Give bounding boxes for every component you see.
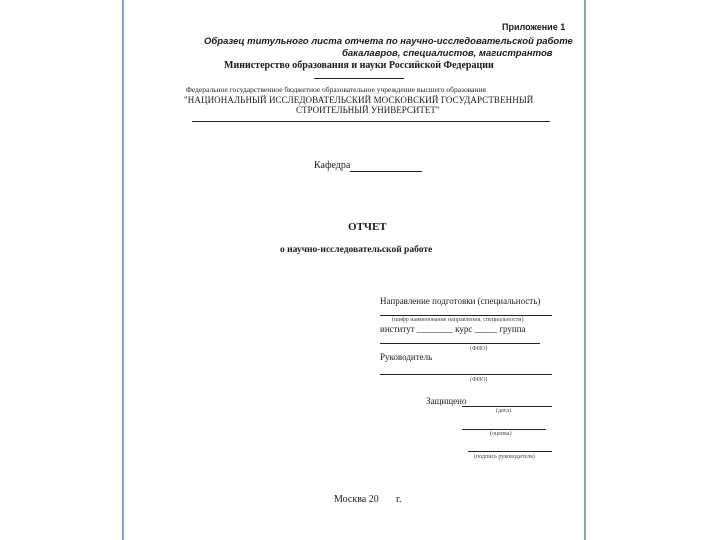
institution-name-line-1: "НАЦИОНАЛЬНЫЙ ИССЛЕДОВАТЕЛЬСКИЙ МОСКОВСКИЙ ГОСУДАРСТВЕННЫЙ	[184, 95, 534, 105]
footer-city: Москва 20	[334, 494, 379, 505]
date-caption: (дата)	[496, 408, 511, 414]
title-page-sheet	[122, 0, 586, 540]
supervisor-fio-field	[380, 374, 552, 375]
grade-caption: (оценка)	[490, 431, 512, 437]
report-subtitle: о научно-исследовательской работе	[280, 245, 433, 255]
supervisor-fio-caption: (ФИО)	[470, 377, 488, 383]
heading-line-1: Образец титульного листа отчета по научно-исследовательской работе	[204, 36, 573, 47]
direction-label: Направление подготовки (специальность)	[380, 296, 541, 306]
institution-name-line-2: СТРОИТЕЛЬНЫЙ УНИВЕРСИТЕТ"	[296, 105, 440, 115]
grade-field	[462, 429, 546, 430]
department-label: Кафедра	[314, 160, 351, 171]
direction-caption: (шифр наименование направления, специальности)	[392, 317, 524, 323]
defense-label: Защищено	[426, 396, 467, 406]
department-field	[350, 171, 422, 172]
signature-field	[468, 451, 552, 452]
institute-course-group-row: институт ________ курс _____ группа	[380, 324, 526, 334]
header-separator	[192, 121, 550, 122]
supervisor-label: Руководитель	[380, 352, 433, 362]
appendix-label: Приложение 1	[502, 22, 566, 32]
report-title: ОТЧЕТ	[348, 221, 387, 233]
ministry-underline	[314, 78, 404, 79]
institution-type: Федеральное государственное бюджетное образовательное учреждение высшего образования	[186, 85, 486, 94]
student-fio-field	[380, 343, 540, 344]
ministry-name: Министерство образования и науки Российской Федерации	[224, 60, 494, 71]
direction-field	[380, 315, 552, 316]
student-fio-caption: (ФИО)	[470, 346, 488, 352]
defense-date-field	[462, 406, 552, 407]
heading-line-2: бакалавров, специалистов, магистрантов	[342, 48, 553, 59]
footer-year-suffix: г.	[396, 494, 402, 505]
signature-caption: (подпись руководителя)	[474, 454, 535, 460]
